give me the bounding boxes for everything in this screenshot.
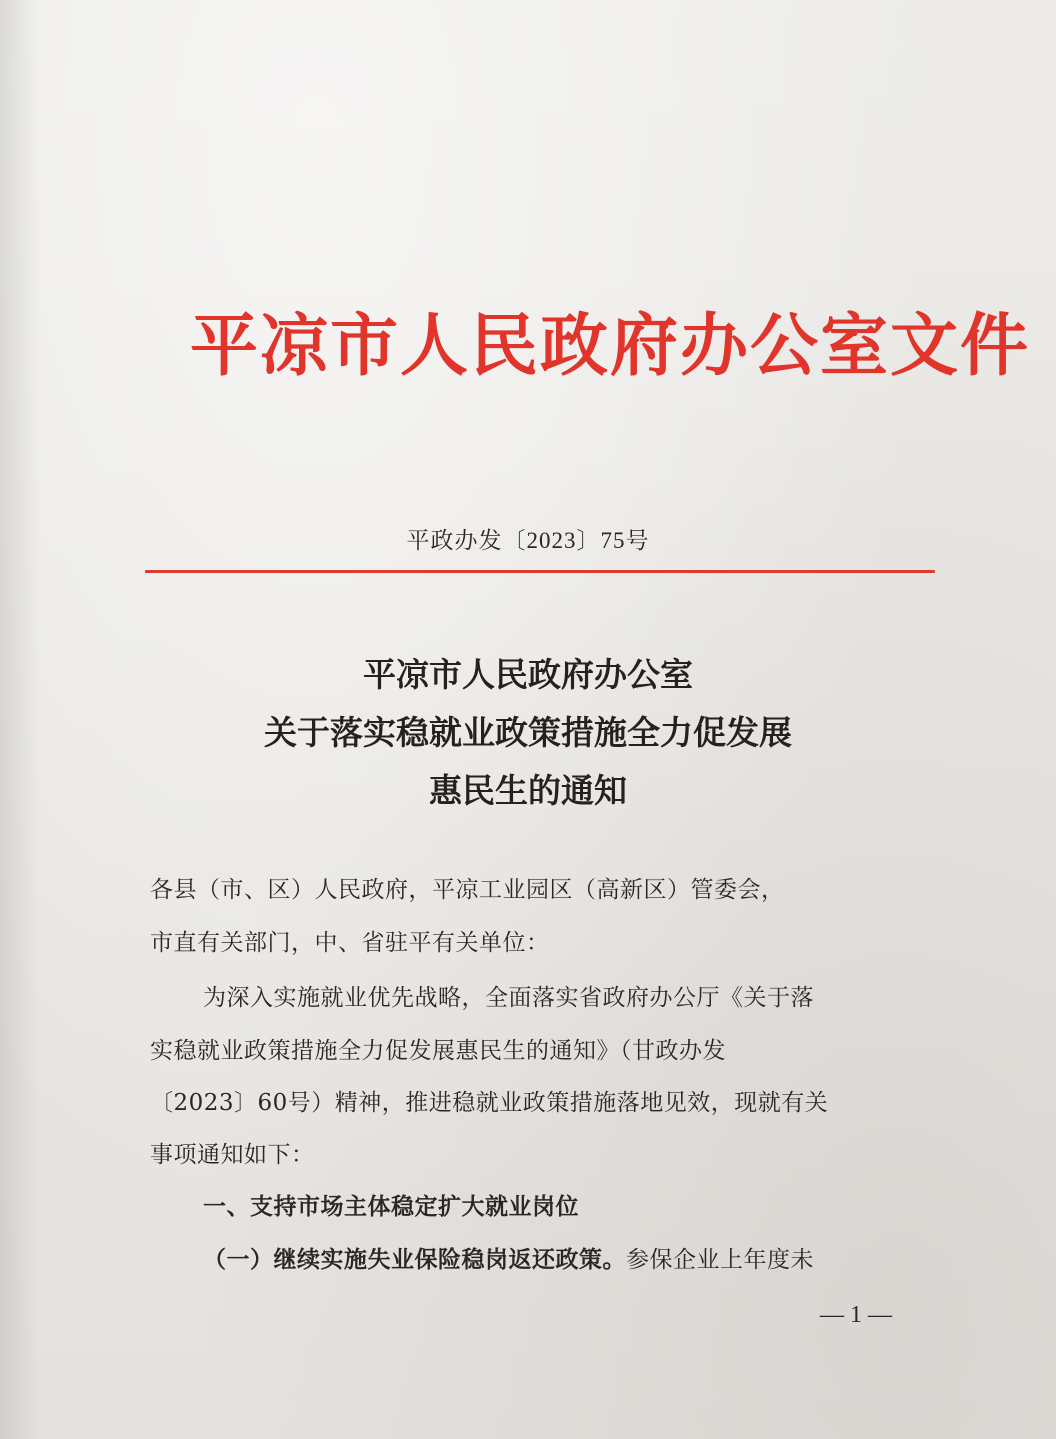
notice-title (0, 646, 1056, 820)
section-heading: 一、支持市场主体稳定扩大就业岗位 (203, 1194, 579, 1220)
red-divider-line (145, 570, 935, 573)
recipients-line: 市直有关部门，中、省驻平有关单位： (150, 930, 550, 956)
section-item-label: （一）继续实施失业保险稳岗返还政策。 (203, 1247, 626, 1273)
intro-paragraph-line: 〔2023〕60号）精神，推进稳就业政策措施落地见效，现就有关 (150, 1090, 829, 1116)
section-item (203, 1249, 993, 1272)
notice-title-line: 平凉市人民政府办公室 (363, 655, 693, 694)
notice-title-line: 关于落实稳就业政策措施全力促发展 (264, 713, 792, 752)
section-item-text: 参保企业上年度未 (626, 1247, 814, 1273)
page-number: — 1 — (820, 1302, 892, 1328)
intro-paragraph-line: 为深入实施就业优先战略，全面落实省政府办公厅《关于落 (203, 985, 814, 1011)
recipients-line: 各县（市、区）人民政府，平凉工业园区（高新区）管委会， (150, 877, 785, 903)
document-number: 平政办发〔2023〕75号 (406, 528, 650, 553)
notice-title-line: 惠民生的通知 (429, 771, 627, 810)
intro-paragraph-line: 事项通知如下： (150, 1142, 315, 1168)
intro-paragraph-line: 实稳就业政策措施全力促发展惠民生的通知》（甘政办发 (150, 1038, 726, 1064)
document-header-title: 平凉市人民政府办公室文件 (190, 306, 1031, 386)
